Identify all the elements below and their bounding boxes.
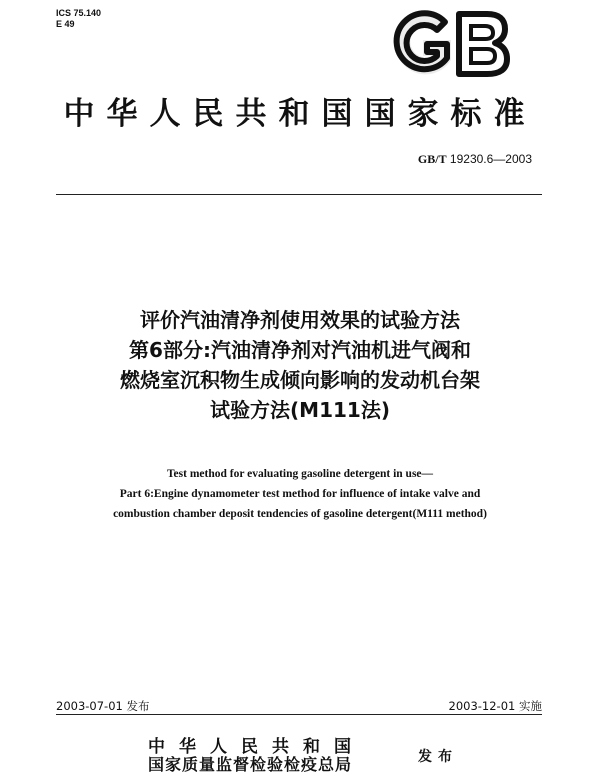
publish-label: 发布	[418, 749, 458, 765]
implementation-date: 2003-12-01 实施	[448, 699, 542, 713]
issuer-agency: 国家质量监督检验检疫总局	[148, 755, 353, 774]
top-divider	[56, 194, 542, 195]
ics-code: ICS 75.140	[56, 8, 102, 18]
english-title-line: Part 6:Engine dynamometer test method for influence of intake valve and	[119, 488, 481, 500]
national-standard-title: 中华人民共和国国家标准	[63, 96, 537, 132]
chinese-title-line: 评价汽油清净剂使用效果的试验方法	[140, 308, 460, 332]
issuer-country: 中华人民共和国	[148, 737, 365, 757]
issue-date: 2003-07-01 发布	[56, 699, 150, 713]
chinese-title	[0, 305, 600, 425]
ccs-code: E 49	[56, 19, 75, 29]
english-title-line: Test method for evaluating gasoline detergent in use—	[166, 468, 434, 480]
english-title	[0, 464, 600, 524]
standard-prefix: GB/T	[417, 152, 447, 166]
gb-logo-icon	[393, 8, 511, 80]
chinese-title-line: 第6部分:汽油清净剂对汽油机进气阀和	[129, 338, 471, 362]
english-title-line: combustion chamber deposit tendencies of gasoline detergent(M111 method)	[113, 508, 487, 520]
chinese-title-line: 试验方法(M111法)	[210, 398, 390, 422]
chinese-title-line: 燃烧室沉积物生成倾向影响的发动机台架	[120, 368, 480, 392]
bottom-divider	[56, 714, 542, 715]
standard-number	[418, 152, 532, 167]
ics-code-block	[56, 8, 101, 30]
standard-code: 19230.6—2003	[449, 152, 532, 166]
